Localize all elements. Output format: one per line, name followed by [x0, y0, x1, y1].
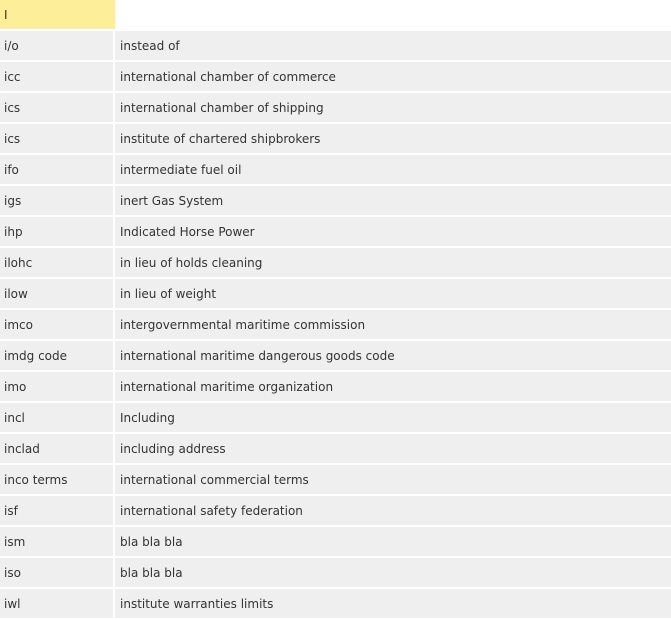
table-row	[0, 62, 671, 93]
table-row	[0, 186, 671, 217]
definition-cell: international maritime organization	[115, 372, 671, 403]
table-row	[0, 527, 671, 558]
definition-cell: bla bla bla	[115, 527, 671, 558]
table-row	[0, 403, 671, 434]
definition-cell: institute of chartered shipbrokers	[115, 124, 671, 155]
table-row	[0, 248, 671, 279]
term-cell: incl	[0, 403, 115, 434]
term-cell: isf	[0, 496, 115, 527]
term-cell: ics	[0, 93, 115, 124]
term-cell: inclad	[0, 434, 115, 465]
definition-cell: international chamber of shipping	[115, 93, 671, 124]
definition-cell: in lieu of weight	[115, 279, 671, 310]
table-row	[0, 558, 671, 589]
definition-cell: international safety federation	[115, 496, 671, 527]
table-row	[0, 155, 671, 186]
definition-cell: bla bla bla	[115, 558, 671, 589]
definition-cell: international commercial terms	[115, 465, 671, 496]
term-cell: iso	[0, 558, 115, 589]
term-cell: ihp	[0, 217, 115, 248]
section-letter: I	[0, 0, 115, 31]
term-cell: ilohc	[0, 248, 115, 279]
definition-cell: Including	[115, 403, 671, 434]
section-header-blank	[115, 0, 671, 31]
definition-cell: inert Gas System	[115, 186, 671, 217]
definition-cell: instead of	[115, 31, 671, 62]
term-cell: ilow	[0, 279, 115, 310]
definition-cell: in lieu of holds cleaning	[115, 248, 671, 279]
table-row	[0, 124, 671, 155]
term-cell: iwl	[0, 589, 115, 620]
table-row	[0, 93, 671, 124]
term-cell: ism	[0, 527, 115, 558]
table-row	[0, 496, 671, 527]
definition-cell: intermediate fuel oil	[115, 155, 671, 186]
table-row	[0, 589, 671, 620]
definition-cell: intergovernmental maritime commission	[115, 310, 671, 341]
table-row	[0, 465, 671, 496]
table-row	[0, 279, 671, 310]
definition-cell: including address	[115, 434, 671, 465]
table-row	[0, 341, 671, 372]
table-row	[0, 217, 671, 248]
term-cell: imco	[0, 310, 115, 341]
table-row	[0, 372, 671, 403]
term-cell: inco terms	[0, 465, 115, 496]
definition-cell: international maritime dangerous goods code	[115, 341, 671, 372]
term-cell: icc	[0, 62, 115, 93]
table-row	[0, 31, 671, 62]
term-cell: i/o	[0, 31, 115, 62]
section-header-row	[0, 0, 671, 31]
definition-cell: Indicated Horse Power	[115, 217, 671, 248]
definition-cell: international chamber of commerce	[115, 62, 671, 93]
term-cell: igs	[0, 186, 115, 217]
term-cell: ics	[0, 124, 115, 155]
definition-cell: institute warranties limits	[115, 589, 671, 620]
term-cell: imdg code	[0, 341, 115, 372]
term-cell: ifo	[0, 155, 115, 186]
table-row	[0, 310, 671, 341]
term-cell: imo	[0, 372, 115, 403]
table-row	[0, 434, 671, 465]
